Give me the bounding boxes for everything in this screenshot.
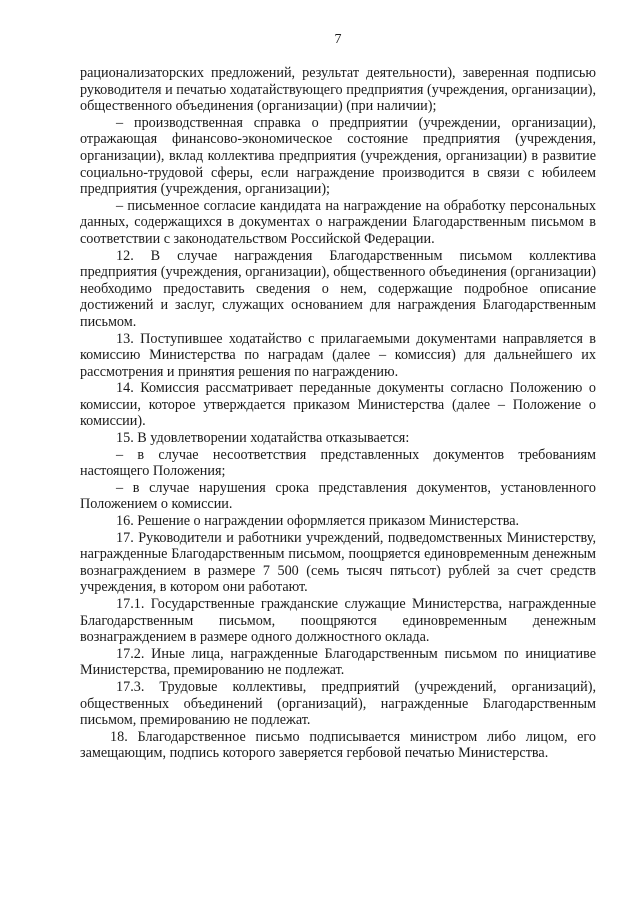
clause-12: 12. В случае награждения Благодарственным письмом коллектива предприятия (учреждения, организации), общественного объединения (организации) необходимо предоставить сведения о нем, содержащие подробное описание достижений и заслуг, служащих основанием для награждения Благодарственным письмом. [80,247,596,330]
list-item-production-certificate: – производственная справка о предприятии (учреждении, организации), отражающая финансово-экономическое состояние предприятия (учреждения, организации), вклад коллектива предприятия (учреждения, организации) в развитие социально-трудовой сферы, если награждение производится в связи с юбилеем предприятия (учреждения, организации); [80,114,596,198]
clause-17-2: 17.2. Иные лица, награжденные Благодарственным письмом по инициативе Министерства, премированию не подлежат. [80,645,596,679]
clause-17: 17. Руководители и работники учреждений, подведомственных Министерству, награжденные Благодарственным письмом, поощряется единовременным денежным вознаграждением в размере 7 500 (семь тысяч пятьсот) рублей за счет средств учреждения, в котором они работают. [80,529,596,596]
clause-17-3: 17.3. Трудовые коллективы, предприятий (учреждений, организаций), общественных объединений (организаций), награжденные Благодарственным письмом, премированию не подлежат. [80,678,596,729]
page-number: 7 [334,32,342,47]
clause-18: 18. Благодарственное письмо подписывается министром либо лицом, его замещающим, подпись которого заверяется гербовой печатью Министерства. [80,728,596,762]
clause-13: 13. Поступившее ходатайство с прилагаемыми документами направляется в комиссию Министерства по наградам (далее – комиссия) для дальнейшего их рассмотрения и принятия решения по награждению. [80,330,596,380]
paragraph-continuation: рационализаторских предложений, результат деятельности), заверенная подписью руководителя и печатью ходатайствующего предприятия (учреждения, организации), общественного объединения (организации) (при наличии); [80,65,596,115]
list-item-consent: – письменное согласие кандидата на награждение на обработку персональных данных, содержащихся в документах о награждении Благодарственным письмом в соответствии с законодательством Российской Федерации. [80,197,596,247]
clause-17-1: 17.1. Государственные гражданские служащие Министерства, награжденные Благодарственным письмом, поощряются единовременным денежным вознаграждением в размере одного должностного оклада. [80,596,596,646]
clause-14: 14. Комиссия рассматривает переданные документы согласно Положению о комиссии, которое утверждается приказом Министерства (далее – Положение о комиссии). [80,380,596,430]
list-item-nonconformity: – в случае несоответствия представленных документов требованиям настоящего Положения; [80,446,596,480]
list-item-deadline: – в случае нарушения срока представления документов, установленного Положением о комиссии. [80,479,596,513]
clause-16: 16. Решение о награждении оформляется приказом Министерства. [116,513,520,530]
clause-15: 15. В удовлетворении ходатайства отказывается: [116,430,410,447]
